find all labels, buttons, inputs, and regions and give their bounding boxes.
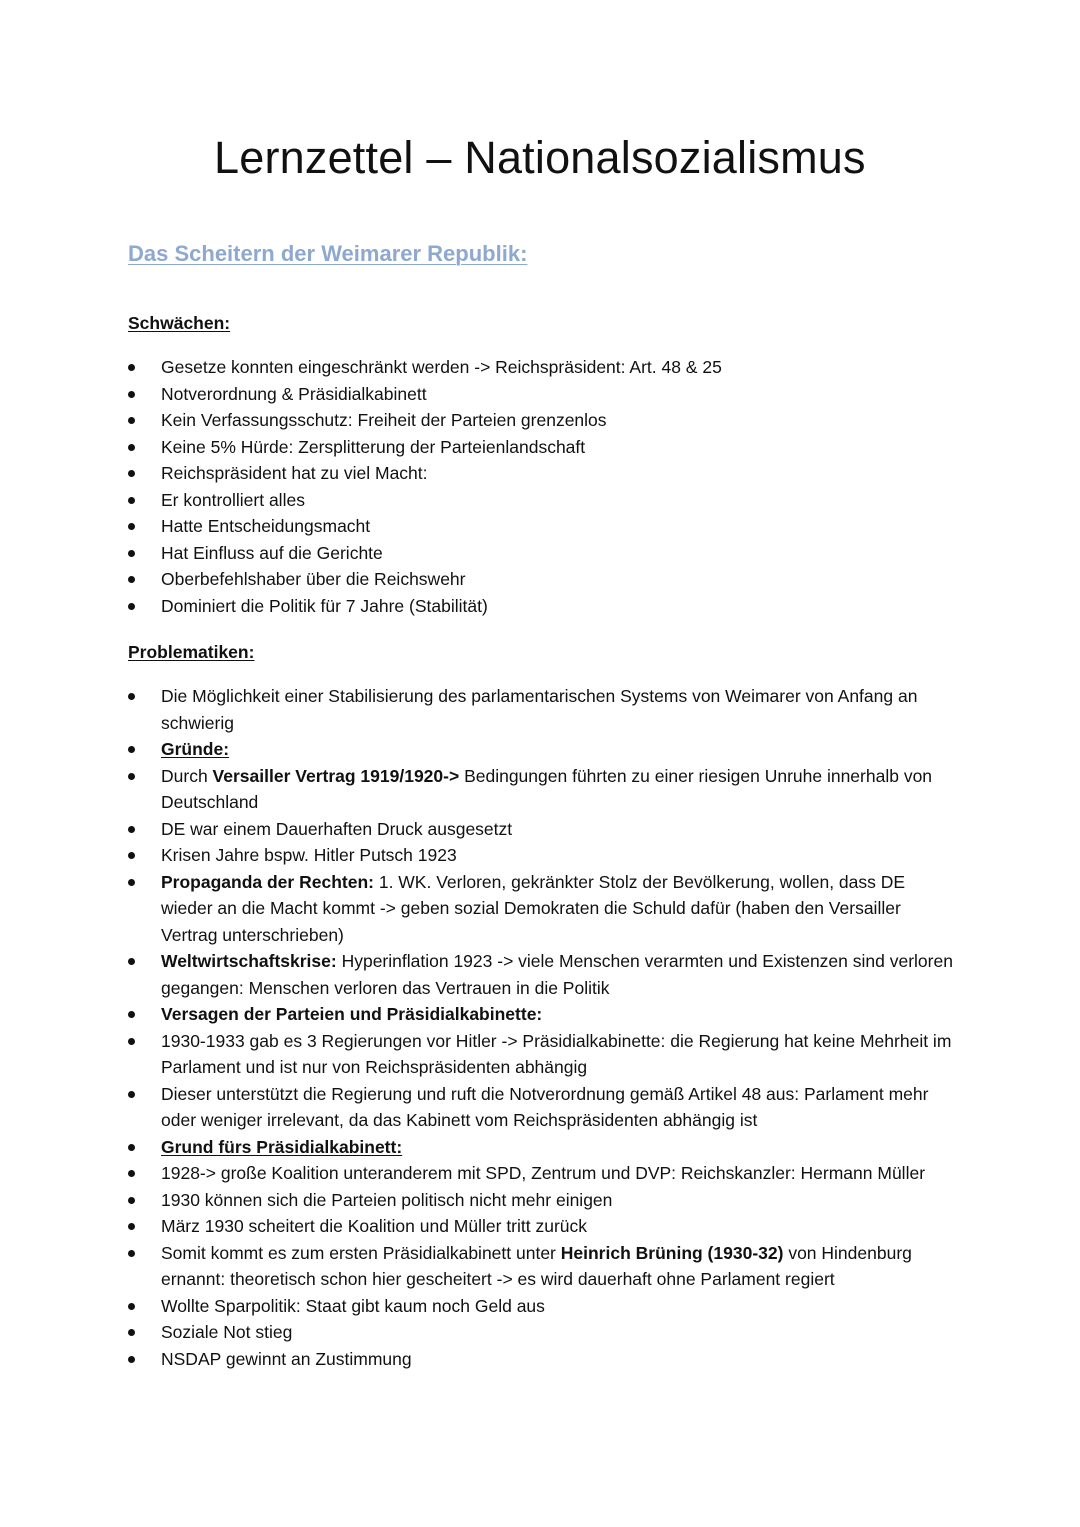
bullet-icon	[128, 550, 135, 557]
list-item: 1930-1933 gab es 3 Regierungen vor Hitler -> Präsidialkabinette: die Regierung hat keine Mehrheit im Parlament und ist nur von Reichspräsidenten abhängig	[0, 1028, 956, 1081]
bullet-icon	[128, 1223, 135, 1230]
bullet-icon	[128, 1144, 135, 1151]
bullet-icon	[128, 958, 135, 965]
list-item: Gründe:	[0, 736, 956, 763]
problematiken-list	[0, 683, 956, 1372]
section-title: Das Scheitern der Weimarer Republik:	[128, 241, 528, 266]
list-item: Grund fürs Präsidialkabinett:	[0, 1134, 956, 1161]
list-item: Er kontrolliert alles	[0, 487, 956, 514]
list-item: März 1930 scheitert die Koalition und Müller tritt zurück	[0, 1213, 956, 1240]
list-item: Dominiert die Politik für 7 Jahre (Stabilität)	[0, 593, 956, 620]
bullet-icon	[128, 497, 135, 504]
bullet-icon	[128, 879, 135, 886]
list-item: Hat Einfluss auf die Gerichte	[0, 540, 956, 567]
list-item: Soziale Not stieg	[0, 1319, 956, 1346]
list-item: Propaganda der Rechten: 1. WK. Verloren, gekränkter Stolz der Bevölkerung, wollen, dass DE wieder an die Macht kommt -> geben sozial Demokraten die Schuld dafür (haben den Versailler Vertrag unterschrieben)	[0, 869, 956, 949]
bullet-icon	[128, 1356, 135, 1363]
list-item: Keine 5% Hürde: Zersplitterung der Parteienlandschaft	[0, 434, 956, 461]
list-item: Krisen Jahre bspw. Hitler Putsch 1923	[0, 842, 956, 869]
bullet-icon	[128, 1303, 135, 1310]
bullet-icon	[128, 1038, 135, 1045]
list-item: Weltwirtschaftskrise: Hyperinflation 1923 -> viele Menschen verarmten und Existenzen sind verloren gegangen: Menschen verloren das Vertrauen in die Politik	[0, 948, 956, 1001]
bullet-icon	[128, 1011, 135, 1018]
bullet-icon	[128, 1329, 135, 1336]
list-item: Oberbefehlshaber über die Reichswehr	[0, 566, 956, 593]
bullet-icon	[128, 826, 135, 833]
bullet-icon	[128, 576, 135, 583]
bullet-icon	[128, 1091, 135, 1098]
list-item: Dieser unterstützt die Regierung und ruft die Notverordnung gemäß Artikel 48 aus: Parlament mehr oder weniger irrelevant, da das Kabinett vom Reichspräsidenten abhängig ist	[0, 1081, 956, 1134]
bullet-icon	[128, 1197, 135, 1204]
bullet-icon	[128, 773, 135, 780]
list-item: Wollte Sparpolitik: Staat gibt kaum noch Geld aus	[0, 1293, 956, 1320]
list-item: NSDAP gewinnt an Zustimmung	[0, 1346, 956, 1373]
list-item: Notverordnung & Präsidialkabinett	[0, 381, 956, 408]
list-item: Kein Verfassungsschutz: Freiheit der Parteien grenzenlos	[0, 407, 956, 434]
bullet-icon	[128, 444, 135, 451]
bullet-icon	[128, 1250, 135, 1257]
bullet-icon	[128, 1170, 135, 1177]
list-item: Gesetze konnten eingeschränkt werden -> Reichspräsident: Art. 48 & 25	[0, 354, 956, 381]
list-item: 1930 können sich die Parteien politisch nicht mehr einigen	[0, 1187, 956, 1214]
problematiken-heading: Problematiken:	[128, 642, 255, 662]
list-item: Durch Versailler Vertrag 1919/1920-> Bedingungen führten zu einer riesigen Unruhe innerhalb von Deutschland	[0, 763, 956, 816]
schwaechen-heading: Schwächen:	[128, 313, 231, 333]
list-item: Reichspräsident hat zu viel Macht:	[0, 460, 956, 487]
bullet-icon	[128, 693, 135, 700]
bullet-icon	[128, 603, 135, 610]
list-item: Die Möglichkeit einer Stabilisierung des parlamentarischen Systems von Weimarer von Anfang an schwierig	[0, 683, 956, 736]
bullet-icon	[128, 391, 135, 398]
list-item: Versagen der Parteien und Präsidialkabinette:	[0, 1001, 956, 1028]
bullet-icon	[128, 417, 135, 424]
list-item: 1928-> große Koalition unteranderem mit SPD, Zentrum und DVP: Reichskanzler: Hermann Müller	[0, 1160, 956, 1187]
schwaechen-list	[0, 354, 956, 619]
bullet-icon	[128, 523, 135, 530]
list-item: Hatte Entscheidungsmacht	[0, 513, 956, 540]
list-item: DE war einem Dauerhaften Druck ausgesetzt	[0, 816, 956, 843]
bullet-icon	[128, 364, 135, 371]
bullet-icon	[128, 852, 135, 859]
page-title: Lernzettel – Nationalsozialismus	[214, 132, 866, 183]
list-item: Somit kommt es zum ersten Präsidialkabinett unter Heinrich Brüning (1930-32) von Hindenburg ernannt: theoretisch schon hier gescheitert -> es wird dauerhaft ohne Parlament regiert	[0, 1240, 956, 1293]
bullet-icon	[128, 746, 135, 753]
bullet-icon	[128, 470, 135, 477]
